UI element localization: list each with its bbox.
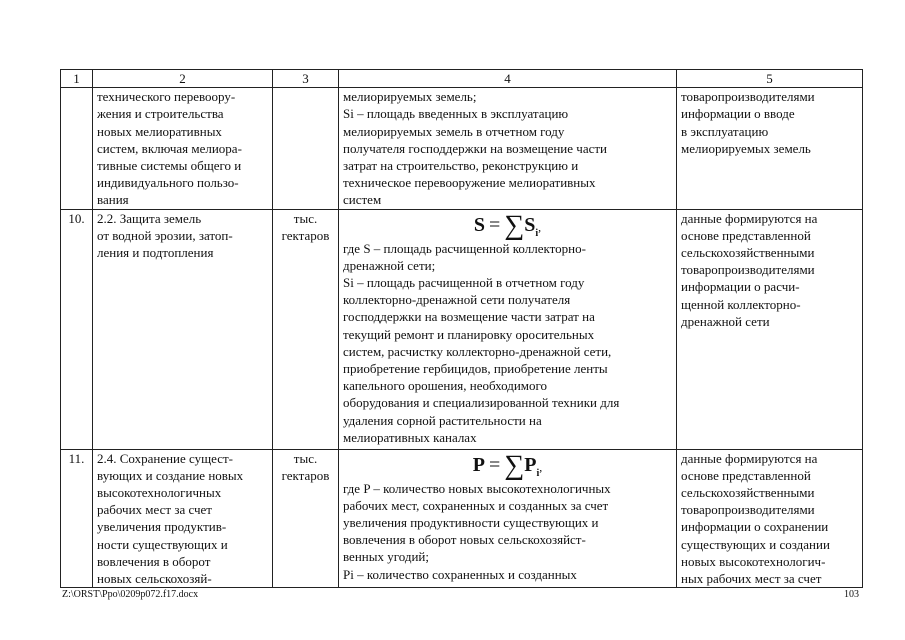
name-line: высокотехнологичных [97, 485, 222, 501]
desc-line: Si – площадь введенных в эксплуатацию [343, 106, 569, 122]
source-line: товаропроизводителями [681, 262, 815, 278]
desc-line: приобретение гербицидов, приобретение ленты [343, 361, 608, 377]
desc-line: Pi – количество сохраненных и созданных [343, 566, 577, 582]
desc-line: мелиорируемых земель в отчетном году [343, 123, 565, 139]
footer-page-number: 103 [844, 589, 859, 600]
name-line: ления и подтопления [97, 245, 214, 261]
formula-lhs: S [473, 213, 485, 236]
unit-of-measure [273, 209, 339, 449]
name-line: вовлечения в оборот [97, 553, 211, 569]
desc-line: рабочих мест, сохраненных и созданных за счет [343, 497, 609, 513]
source-line: существующих и создании [681, 536, 830, 552]
desc-line: систем [343, 192, 382, 208]
formula [343, 450, 672, 480]
name-line: ности существующих и [97, 536, 228, 552]
name-line: индивидуального пользо- [97, 175, 239, 191]
source-line: в эксплуатацию [681, 123, 769, 139]
calculation-method [339, 209, 677, 449]
name-line: технического перевоору- [97, 89, 236, 105]
header-cell: 5 [677, 70, 863, 88]
source-line: товаропроизводителями [681, 502, 815, 518]
name-line: вующих и создание новых [97, 467, 244, 483]
name-line: вания [97, 192, 129, 208]
source-line: данные формируются на [681, 210, 818, 226]
formula-variable: P [524, 453, 537, 476]
unit-of-measure [273, 449, 339, 588]
unit-line: тыс. [293, 450, 318, 466]
source-line: ных рабочих мест за счет [681, 571, 822, 587]
header-row [61, 70, 863, 88]
desc-line: увеличения продуктивности существующих и [343, 515, 599, 531]
header-cell: 1 [61, 70, 93, 88]
footer-file-path: Z:\ORST\Ppo\0209p072.f17.docx [62, 589, 199, 600]
document-table [60, 69, 863, 588]
name-line: новых мелиоративных [97, 123, 222, 139]
source-line: сельскохозяйственными [681, 245, 815, 261]
desc-line: удаления сорной растительности на [343, 412, 542, 428]
source-line: товаропроизводителями [681, 89, 815, 105]
source-line: информации о вводе [681, 106, 795, 122]
data-source [677, 449, 863, 588]
calculation-method [339, 88, 677, 209]
formula-variable: S [524, 213, 536, 236]
formula-subscript: i [535, 227, 539, 239]
row-number: 10. [61, 209, 93, 449]
desc-line: коллекторно-дренажной сети получателя [343, 292, 571, 308]
data-source [677, 209, 863, 449]
indicator-name [93, 209, 273, 449]
desc-line: систем, расчистку коллекторно-дренажной сети, [343, 343, 612, 359]
unit-line: гектаров [281, 227, 330, 243]
desc-line: мелиорируемых земель; [343, 89, 477, 105]
desc-line: венных угодий; [343, 549, 430, 565]
indicator-name [93, 449, 273, 588]
name-line: жения и строительства [97, 106, 224, 122]
name-line: 2.2. Защита земель [97, 210, 202, 226]
desc-line: где P – количество новых высокотехнологичных [343, 480, 611, 496]
desc-line: получателя господдержки на возмещение части [343, 140, 608, 156]
desc-line: господдержки на возмещение части затрат на [343, 309, 595, 325]
source-line: основе представленной [681, 227, 811, 243]
formula-equals: = [488, 213, 501, 236]
header-cell: 2 [93, 70, 273, 88]
source-line: информации о сохранении [681, 519, 829, 535]
formula-subscript: i [536, 467, 540, 479]
name-line: от водной эрозии, затоп- [97, 227, 233, 243]
source-line: информации о расчи- [681, 279, 800, 295]
table-row [61, 88, 863, 209]
source-line: новых высокотехнологич- [681, 553, 826, 569]
header-cell: 3 [273, 70, 339, 88]
desc-line: оборудования и специализированной техники для [343, 395, 620, 411]
desc-line: капельного орошения, необходимого [343, 378, 548, 394]
unit-line: гектаров [281, 467, 330, 483]
row-number: 11. [61, 449, 93, 588]
indicator-name [93, 88, 273, 209]
table-row [61, 209, 863, 449]
source-line: данные формируются на [681, 450, 818, 466]
name-line: рабочих мест за счет [97, 502, 212, 518]
formula-comma: , [539, 459, 543, 474]
table-row [61, 449, 863, 588]
formula-comma: , [538, 219, 542, 234]
desc-line: где S – площадь расчищенной коллекторно- [343, 240, 586, 256]
name-line: увеличения продуктив- [97, 519, 227, 535]
calculation-method [339, 449, 677, 588]
formula-sum-sign: ∑ [504, 449, 525, 481]
desc-line: мелиоративных каналах [343, 429, 477, 445]
data-source [677, 88, 863, 209]
name-line: тивные системы общего и [97, 158, 242, 174]
source-line: щенной коллекторно- [681, 296, 801, 312]
desc-line: затрат на строительство, реконструкцию и [343, 158, 579, 174]
formula-equals: = [488, 453, 501, 476]
formula [343, 210, 672, 240]
desc-line: техническое перевооружение мелиоративных [343, 175, 596, 191]
desc-line: Si – площадь расчищенной в отчетном году [343, 275, 585, 291]
header-cell: 4 [339, 70, 677, 88]
source-line: дренажной сети [681, 313, 770, 329]
desc-line: дренажной сети; [343, 257, 436, 273]
source-line: сельскохозяйственными [681, 485, 815, 501]
unit-of-measure [273, 88, 339, 209]
name-line: новых сельскохозяй- [97, 571, 212, 587]
formula-sum-sign: ∑ [504, 209, 525, 241]
row-number [61, 88, 93, 209]
source-line: мелиорируемых земель [681, 140, 811, 156]
source-line: основе представленной [681, 467, 811, 483]
name-line: систем, включая мелиора- [97, 140, 242, 156]
desc-line: вовлечения в оборот новых сельскохозяйст- [343, 532, 586, 548]
desc-line: текущий ремонт и планировку оросительных [343, 326, 595, 342]
name-line: 2.4. Сохранение сущест- [97, 450, 234, 466]
unit-line: тыс. [293, 210, 318, 226]
formula-lhs: P [472, 453, 485, 476]
